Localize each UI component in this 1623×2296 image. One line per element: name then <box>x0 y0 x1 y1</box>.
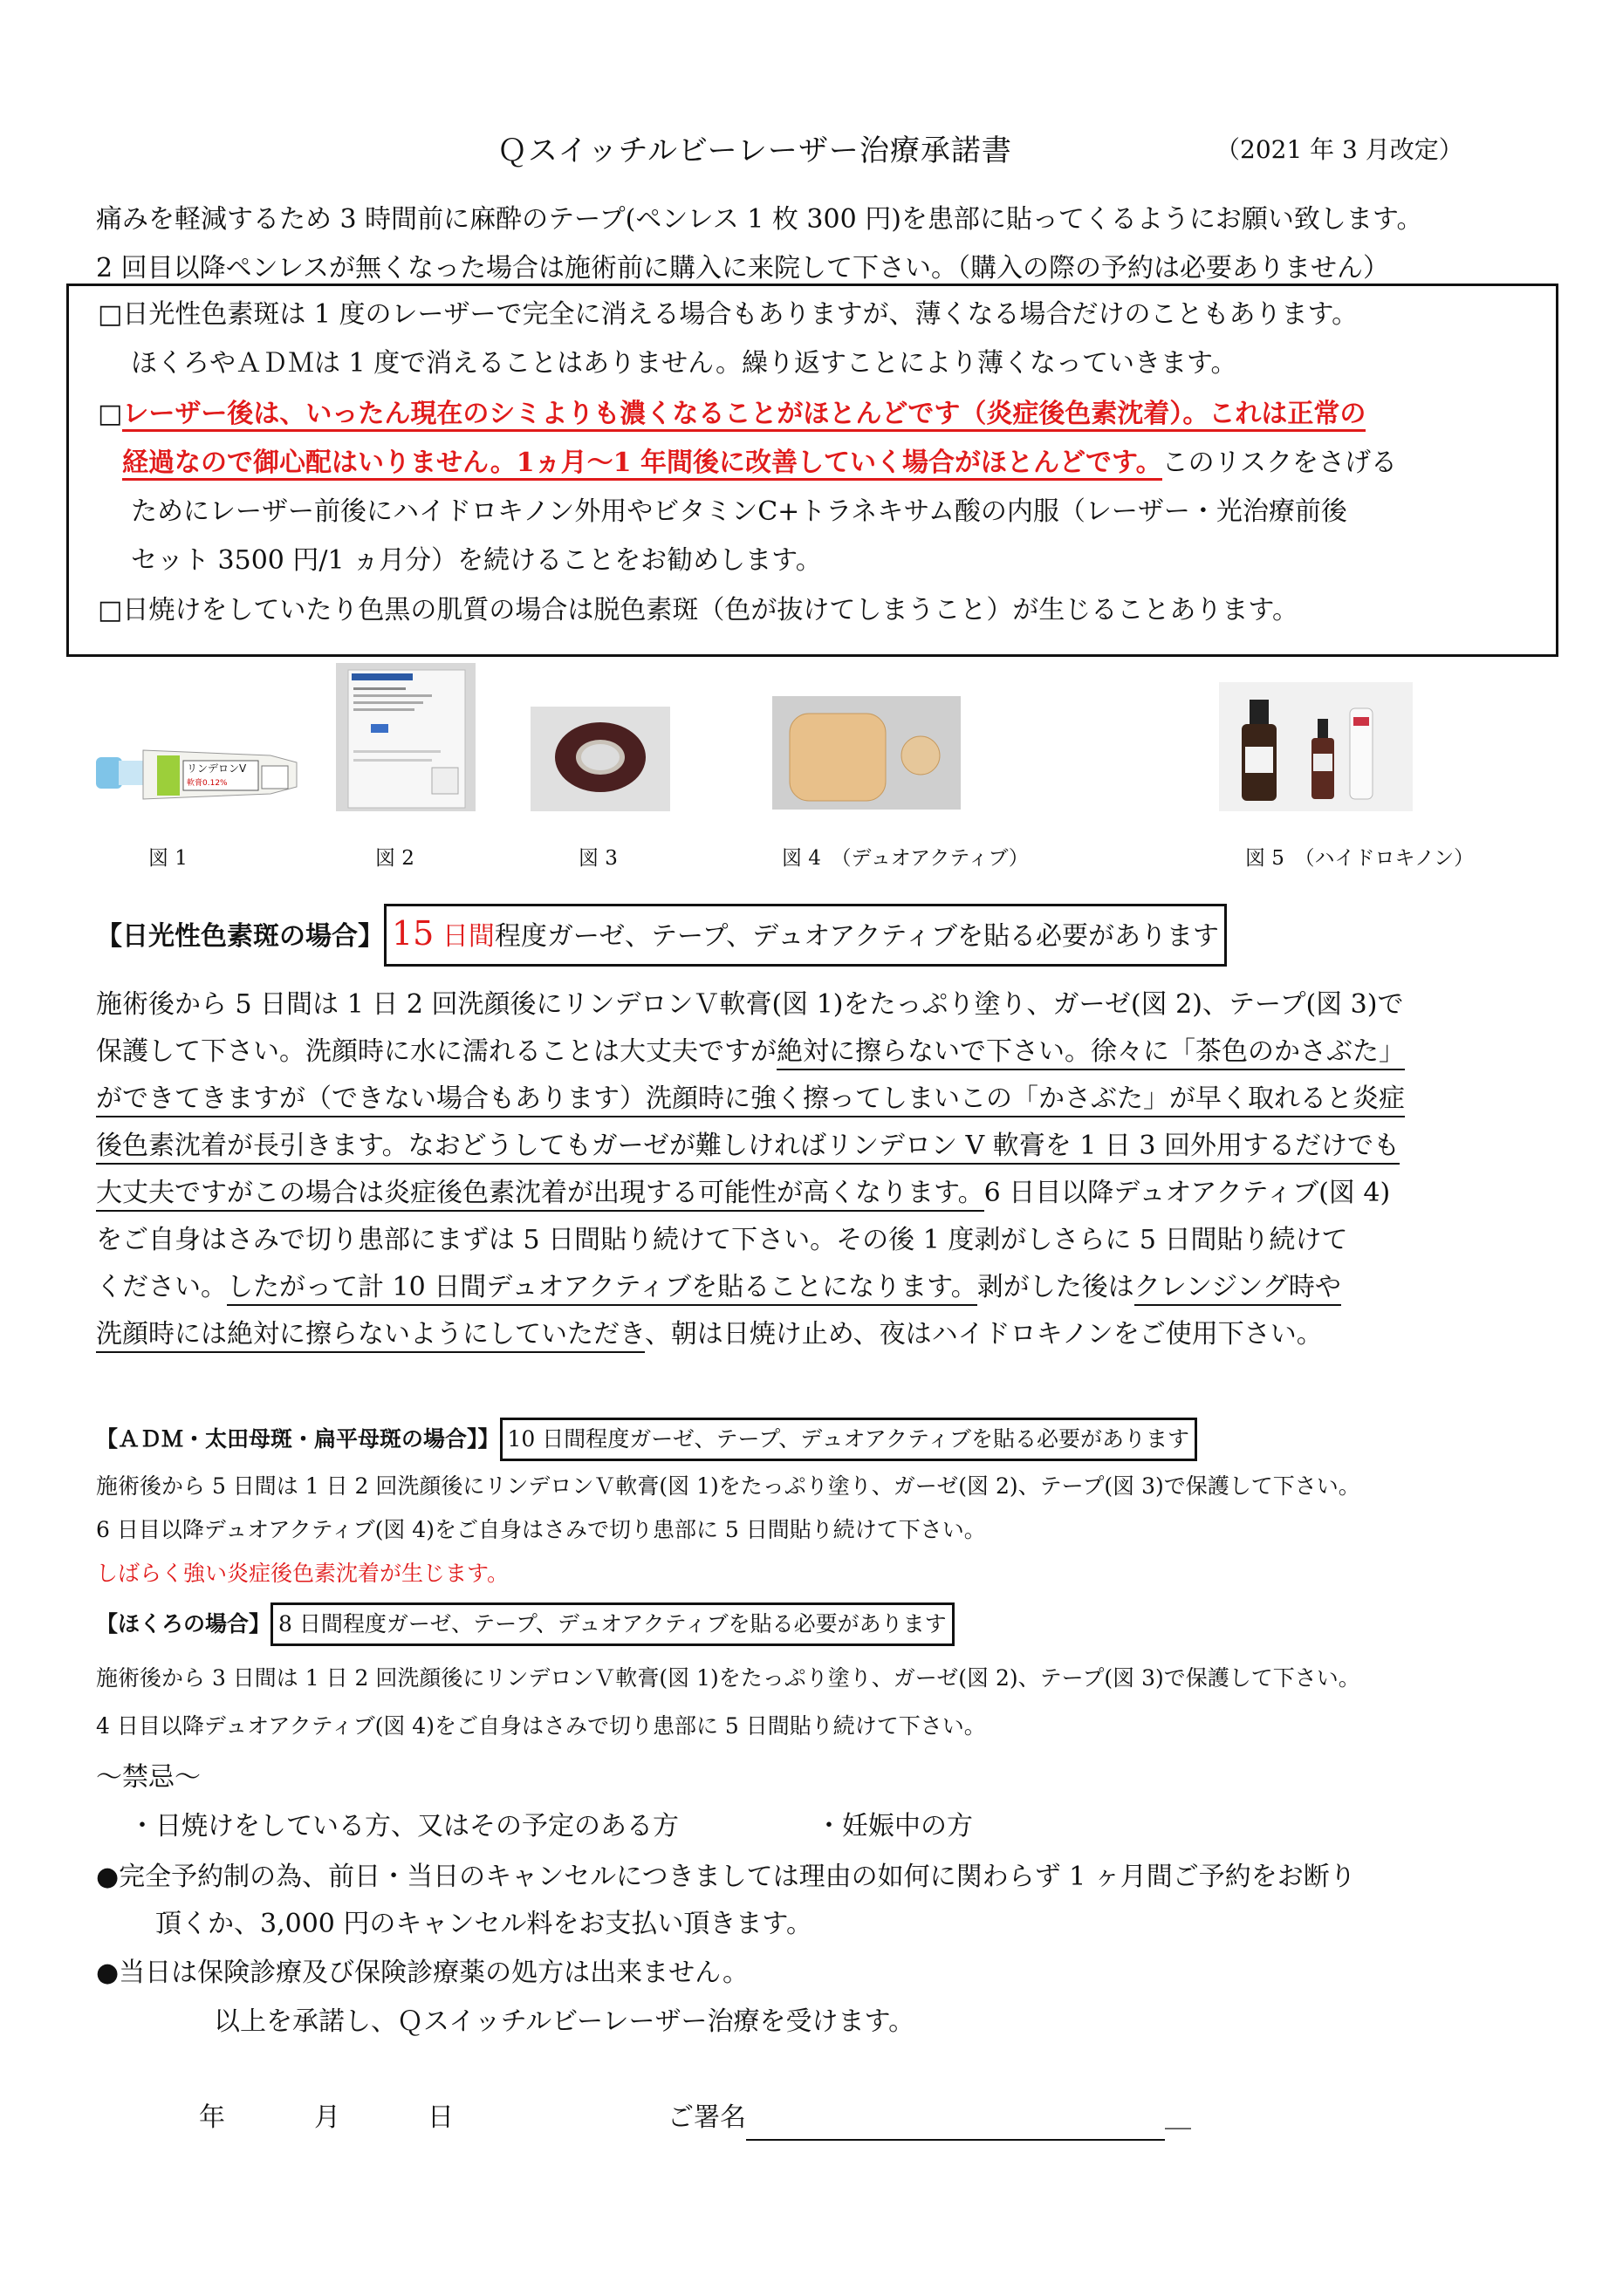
note-1-line-1: ●完全予約制の為、前日・当日のキャンセルにつきましては理由の如何に関わらず 1 ヶ月間ご予約をお断り <box>96 1862 1356 1892</box>
sec1-line-7: ください。したがって計 10 日間デュオアクティブを貼ることになります。剥がした後はクレンジング時や <box>96 1265 1341 1310</box>
revision-date: （2021 年 3 月改定） <box>1216 135 1463 164</box>
signature-line[interactable] <box>746 2113 1165 2141</box>
section-2-duration-box: 10 日間程度ガーゼ、テープ、デュオアクティブを貼る必要があります <box>500 1418 1198 1461</box>
date-year-label: 年 <box>199 2102 225 2133</box>
contraindications-heading: 〜禁忌〜 <box>96 1762 201 1793</box>
sec1-line-1: 施術後から 5 日間は 1 日 2 回洗顔後にリンデロンＶ軟膏(図 1)をたっぷり塗り、ガーゼ(図 2)、テープ(図 3)で <box>96 989 1404 1020</box>
notice-line-7: □日焼けをしていたり色黒の肌質の場合は脱色素斑（色が抜けてしまうこと）が生じることあります。 <box>98 595 1298 625</box>
intro-line-2: 2 回目以降ペンレスが無くなった場合は施術前に購入に来院して下さい。（購入の際の予約は必要ありません） <box>96 253 1389 284</box>
sec2-line-2: 6 日目以降デュオアクティブ(図 4)をご自身はさみで切り患部に 5 日間貼り続けて下さい。 <box>96 1517 986 1542</box>
dressing-image <box>772 696 961 810</box>
sec1-line-6: をご自身はさみで切り患部にまずは 5 日間貼り続けて下さい。その後 1 度剥がしさらに 5 日間貼り続けて <box>96 1225 1348 1255</box>
signature-field[interactable] <box>668 2095 1191 2141</box>
contraindication-1: ・日焼けをしている方、又はその予定のある方 <box>129 1811 679 1842</box>
figure-2-caption: 図 2 <box>375 847 414 870</box>
intro-line-1: 痛みを軽減するため 3 時間前に麻酔のテープ(ペンレス 1 枚 300 円)を患部に貼ってくるようにお願い致します。 <box>96 204 1423 235</box>
notice-line-6: セット 3500 円/1 ヵ月分）を続けることをお勧めします。 <box>131 545 822 576</box>
note-1-line-2: 頂くか、3,000 円のキャンセル料をお支払い頂きます。 <box>155 1909 813 1939</box>
date-month-label: 月 <box>314 2102 340 2133</box>
sec1-line-5: 大丈夫ですがこの場合は炎症後色素沈着が出現する可能性が高くなります。6 日目以降デュオアクティブ(図 4) <box>96 1171 1390 1216</box>
section-adm-heading: 【ＡＤＭ・太田母斑・扁平母斑の場合】】 10 日間程度ガーゼ、テープ、デュオアクティブを貼る必要があります <box>96 1418 1197 1461</box>
hydroquinone-products-image <box>1219 682 1413 811</box>
page-title: Ｑスイッチルビーレーザー治療承諾書 <box>497 133 1012 168</box>
notice-line-2: ほくろやＡＤＭは 1 度で消えることはありません。繰り返すことにより薄くなっていきます。 <box>131 348 1237 379</box>
svg-text:軟膏0.12%: 軟膏0.12% <box>187 779 228 788</box>
ointment-tube-image <box>96 724 305 811</box>
notice-line-1: □日光性色素斑は 1 度のレーザーで完全に消える場合もありますが、薄くなる場合だけのこともあります。 <box>98 299 1359 330</box>
date-day-label: 日 <box>428 2102 454 2133</box>
tape-roll-image <box>531 707 670 811</box>
checkbox-glyph: □ <box>98 399 123 429</box>
sec1-line-8: 洗顔時には絶対に擦らないようにしていただき、朝は日焼け止め、夜はハイドロキノンをご使用下さい。 <box>96 1312 1323 1357</box>
sec3-line-2: 4 日目以降デュオアクティブ(図 4)をご自身はさみで切り患部に 5 日間貼り続けて下さい。 <box>96 1713 986 1739</box>
signature-end-mark: ＿ <box>1165 2102 1191 2133</box>
section-mole-heading: 【ほくろの場合】 8 日間程度ガーゼ、テープ、デュオアクティブを貼る必要があります <box>96 1602 955 1646</box>
svg-text:リンデロンV: リンデロンV <box>187 762 247 775</box>
notice-line-4-rest: このリスクをさげる <box>1161 448 1397 478</box>
sec1-line-3: ができてきますが（できない場合もあります）洗顔時に強く擦ってしまいこの「かさぶた」が早く取れると炎症 <box>96 1076 1405 1122</box>
signature-label: ご署名 <box>668 2102 746 2133</box>
section-1-title: 【日光性色素斑の場合】 <box>96 921 384 952</box>
gauze-package-image <box>336 663 476 811</box>
warning-text-2: 経過なので御心配はいりません。1ヵ月〜1 年間後に改善していく場合がほとんどです。 <box>122 448 1162 481</box>
agreement-statement: 以上を承諾し、Ｑスイッチルビーレーザー治療を受けます。 <box>214 2006 915 2037</box>
note-2: ●当日は保険診療及び保険診療薬の処方は出来ません。 <box>96 1958 749 1988</box>
notice-line-4 <box>122 441 1397 486</box>
figure-5-caption: 図 5 （ハイドロキノン） <box>1245 847 1475 870</box>
sec2-line-1: 施術後から 5 日間は 1 日 2 回洗顔後にリンデロンＶ軟膏(図 1)をたっぷり塗り、ガーゼ(図 2)、テープ(図 3)で保護して下さい。 <box>96 1473 1360 1499</box>
section-3-duration-box: 8 日間程度ガーゼ、テープ、デュオアクティブを貼る必要があります <box>270 1602 955 1646</box>
figure-4-caption: 図 4 （デュオアクティブ） <box>782 847 1029 870</box>
figure-1-caption: 図 1 <box>148 847 188 870</box>
sec3-line-1: 施術後から 3 日間は 1 日 2 回洗顔後にリンデロンＶ軟膏(図 1)をたっぷり塗り、ガーゼ(図 2)、テープ(図 3)で保護して下さい。 <box>96 1665 1360 1691</box>
section-1-duration-box: 15 日間程度ガーゼ、テープ、デュオアクティブを貼る必要があります <box>384 904 1227 967</box>
sec1-line-4: 後色素沈着が長引きます。なおどうしてもガーゼが難しければリンデロン V 軟膏を 1 日 3 回外用するだけでも <box>96 1124 1400 1169</box>
sec2-warning: しばらく強い炎症後色素沈着が生じます。 <box>96 1561 510 1586</box>
warning-text-1: レーザー後は、いったん現在のシミよりも濃くなることがほとんどです（炎症後色素沈着）。これは正常の <box>122 399 1366 432</box>
figure-3-caption: 図 3 <box>579 847 618 870</box>
sec1-line-2: 保護して下さい。洗顔時に水に濡れることは大丈夫ですが絶対に擦らないで下さい。徐々に「茶色のかさぶた」 <box>96 1029 1405 1075</box>
notice-line-5: ためにレーザー前後にハイドロキノン外用やビタミンC+トラネキサム酸の内服（レーザー・光治療前後 <box>131 496 1347 527</box>
contraindication-2: ・妊娠中の方 <box>816 1811 973 1842</box>
section-solar-lentigo-heading <box>96 904 1227 967</box>
notice-line-3 <box>98 392 1366 437</box>
